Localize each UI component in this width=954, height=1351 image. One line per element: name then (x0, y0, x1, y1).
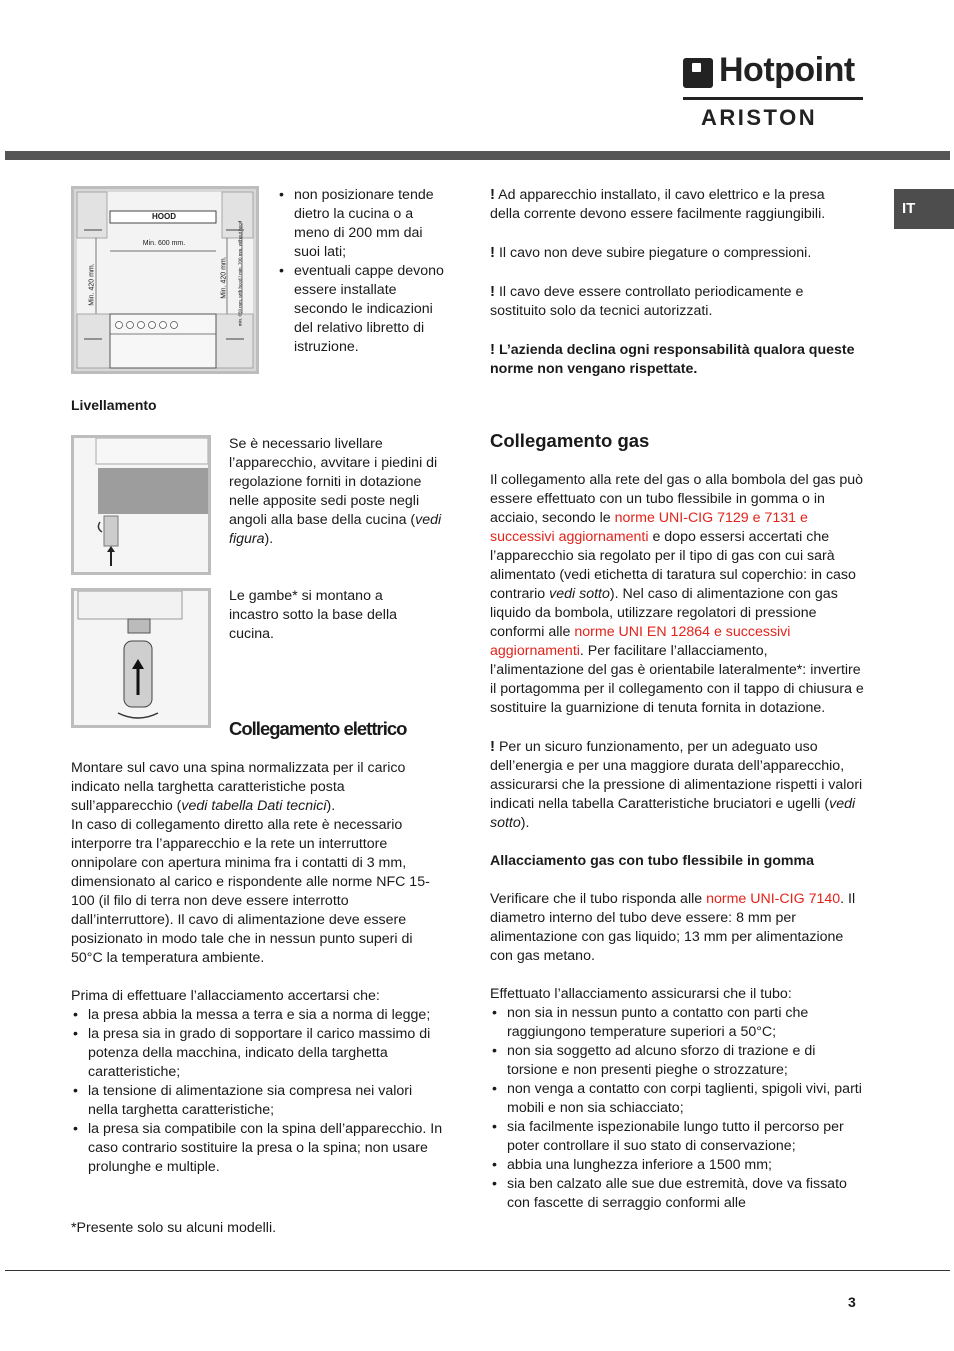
check-bullet: • la tensione di alimentazione sia compresa nei valori nella targhetta caratteristiche; (71, 1082, 445, 1120)
levelling-title: Livellamento (71, 397, 157, 413)
clearance-figure (71, 186, 259, 374)
check-bullet: • la presa sia in grado di sopportare il carico massimo di potenza della macchina, indicato della targhetta caratteristiche; (71, 1025, 445, 1082)
brand-name: Hotpoint (719, 51, 855, 89)
levelling-text-ref: vedi figura (229, 512, 442, 547)
warnings-block (490, 185, 856, 379)
intro-bullets (277, 186, 445, 357)
language-badge: IT (894, 189, 954, 229)
logo-mark-icon (683, 58, 713, 88)
uni-cig-7129-link[interactable]: norme UNI-CIG 7129 e 7131 e successivi aggiornamenti (490, 510, 808, 545)
hose-para-1: Verificare che il tubo risponda alle norme UNI-CIG 7140. Il diametro interno del tubo deve essere: 8 mm per alimentazione con gas liquido; 13 mm per alimentazione con gas metano. (490, 891, 856, 964)
page-number: 3 (848, 1294, 856, 1310)
gas-body (490, 471, 864, 1213)
uni-cig-7140-link[interactable]: norme UNI-CIG 7140 (706, 891, 841, 907)
hose-bullet: • sia ben calzato alle sue due estremità, dove va fissato con fascette di serraggio conformi alle (490, 1175, 864, 1213)
gas-warning: ! Per un sicuro funzionamento, per un adeguato uso dell’energia e per una maggiore durata dell’apparecchio, assicurarsi che la pressione di alimentazione rispetti i valori indicati nella tabella Caratteristiche bruciatori e ugelli (vedi sotto). (490, 738, 863, 831)
left-height-label: Min. 420 mm. (88, 263, 96, 306)
hose-bullet: • non sia in nessun punto a contatto con parti che raggiungono temperature superiori a 50°C; (490, 1004, 864, 1042)
footnote: *Presente solo su alcuni modelli. (71, 1220, 277, 1236)
right-height-label: Min. 420 mm. (220, 256, 228, 299)
levelling-text-b: ). (264, 531, 274, 547)
levelling-figure (71, 435, 211, 575)
check-bullet: • la presa abbia la messa a terra e sia a norma di legge; (71, 1006, 445, 1025)
brand-logo (683, 51, 863, 132)
legs-text: Le gambe* si montano a incastro sotto la base della cucina. (229, 588, 397, 642)
datasheet-ref: vedi tabella Dati tecnici (181, 798, 327, 814)
hose-bullet: • sia facilmente ispezionabile lungo tutto il percorso per poter controllare il suo stato di conservazione; (490, 1118, 864, 1156)
brand-subname: ARISTON (701, 105, 818, 130)
footer-divider (5, 1270, 950, 1271)
hose-para-2: Effettuato l’allacciamento assicurarsi che il tubo: (490, 986, 792, 1002)
warning-1: ! Ad apparecchio installato, il cavo elettrico e la presa della corrente devono essere facilmente raggiungibili. (490, 186, 826, 222)
width-label: Min. 600 mm. (142, 240, 186, 247)
gas-para-1: Il collegamento alla rete del gas o alla bombola del gas può essere effettuato con un tubo flessibile in gomma o in acciaio, secondo le norme UNI-CIG 7129 e 7131 e successivi aggiornamenti e dopo essersi accertati che l’apparecchio sia regolato per il tipo di gas con cui sarà alimentato (vedi etichetta di taratura sul coperchio: in caso contrario vedi sotto). Nel caso di alimentazione con gas liquido da bombola, utilizzare regolatori di pressione conformi alle norme UNI EN 12864 e successivi aggiornamenti. Per facilitare l’allacciamento, l’alimentazione del gas è orientabile lateralmente*: invertire il portagomma per il collegamento con il tappo di chiusura e sostituire la guarnizione di tenuta fornita in dotazione. (490, 472, 864, 716)
warning-3: ! Il cavo deve essere controllato periodicamente e sostituito solo da tecnici autorizzati. (490, 283, 804, 319)
check-bullet: • la presa sia compatibile con la spina dell’apparecchio. In caso contrario sostituire la presa o la spina; non usare prolunghe e multiple. (71, 1120, 445, 1177)
electric-para-2: In caso di collegamento diretto alla rete è necessario interporre tra l’apparecchio e la rete un interruttore onnipolare con apertura minima fra i contatti di 3 mm, dimensionato al carico e rispondente alle norme NFC 15-100 (il filo di terra non deve essere interrotto dall’interruttore). Il cavo di alimentazione deve essere posizionato in modo tale che in nessun punto superi di 50°C la temperatura ambiente. (71, 817, 430, 966)
levelling-text (229, 435, 447, 549)
hose-bullet: • non sia soggetto ad alcuno sforzo di trazione e di torsione e non presenti pieghe o strozzature; (490, 1042, 864, 1080)
warning-2: ! Il cavo non deve subire piegature o compressioni. (490, 244, 812, 261)
uni-en-12864-link[interactable]: norme UNI EN 12864 e successivi aggiornamenti (490, 624, 791, 659)
electric-para-1: Montare sul cavo una spina normalizzata per il carico indicato nella targhetta caratteristiche posta sull’apparecchio (vedi tabella Dati tecnici). (71, 760, 406, 814)
electric-body (71, 759, 445, 1177)
header-divider (5, 151, 950, 160)
hood-label: HOOD (152, 212, 176, 221)
intro-bullet: • eventuali cappe devono essere installate secondo le indicazioni del relativo libretto di istruzione. (277, 262, 445, 357)
electric-title: Collegamento elettrico (229, 718, 407, 739)
gas-title: Collegamento gas (490, 430, 650, 451)
hose-bullet: • non venga a contatto con corpi taglienti, spigoli vivi, parti mobili e non sia schiacciato; (490, 1080, 864, 1118)
hood-height-label: min. 650 mm. with hood / min. 700 mm. without hood (237, 220, 243, 327)
intro-bullet: • non posizionare tende dietro la cucina o a meno di 200 mm dai suoi lati; (277, 186, 445, 262)
levelling-text-a: Se è necessario livellare l’apparecchio, avvitare i piedini di regolazione forniti in dotazione nelle apposite sedi poste negli angoli alla base della cucina ( (229, 436, 438, 528)
hose-title: Allacciamento gas con tubo flessibile in gomma (490, 853, 815, 869)
warning-4: ! L’azienda declina ogni responsabilità qualora queste norme non vengano rispettate. (490, 341, 855, 377)
hose-bullet: • abbia una lunghezza inferiore a 1500 mm; (490, 1156, 864, 1175)
check-intro: Prima di effettuare l’allacciamento accertarsi che: (71, 988, 380, 1004)
legs-figure (71, 588, 211, 728)
